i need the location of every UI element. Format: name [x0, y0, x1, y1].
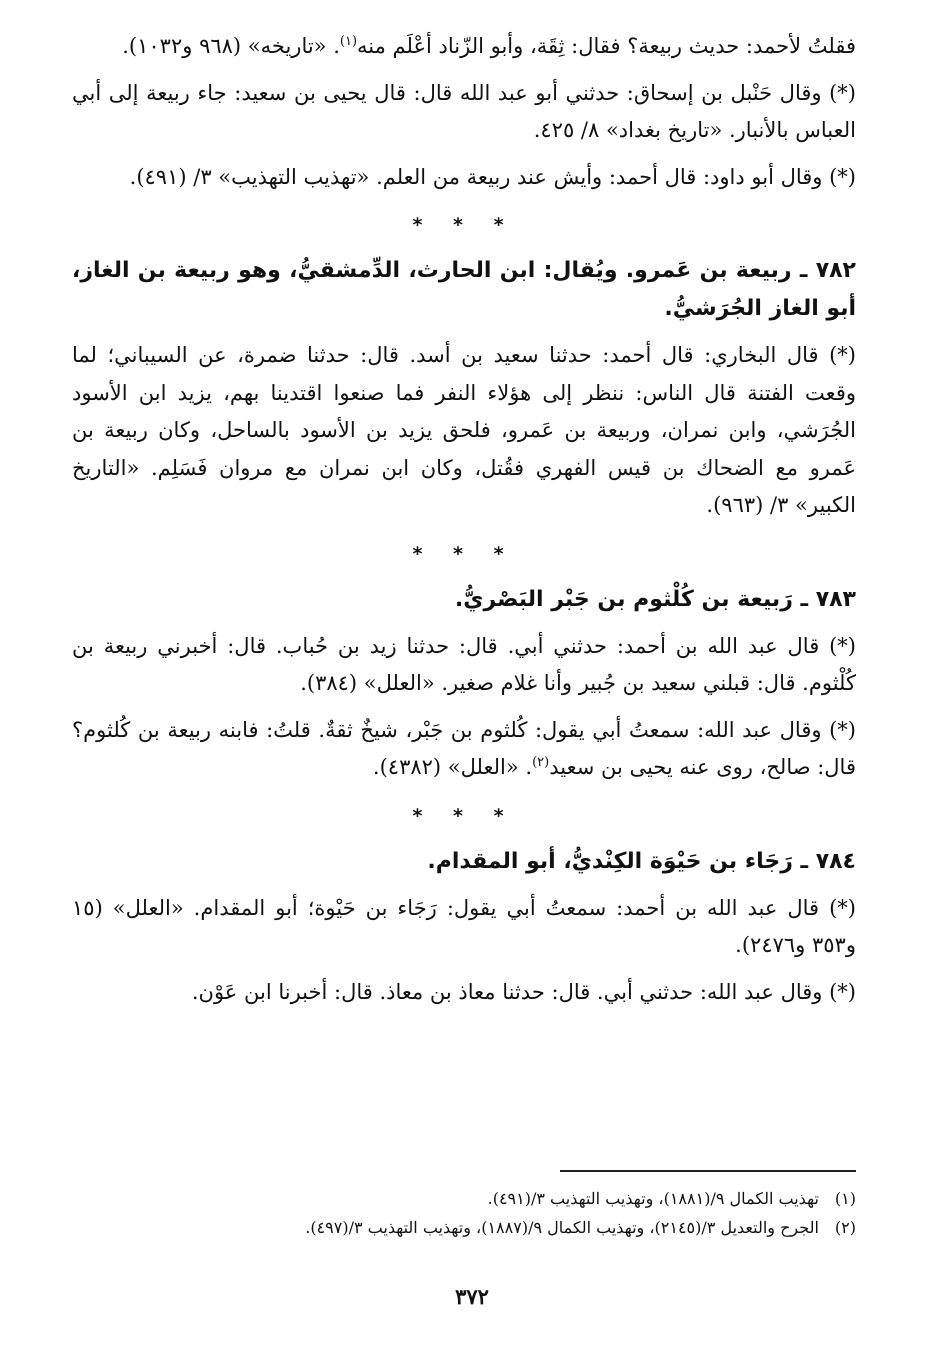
footnote-ref: (٢) [532, 755, 550, 770]
page-body [72, 28, 856, 1020]
paragraph: (*) قال البخاري: قال أحمد: حدثنا سعيد بن أسد. قال: حدثنا ضمرة، عن السيباني؛ لما وقعت الفتنة قال الناس: ننظر إلى هؤلاء النفر فما صنعوا اقتدينا بهم، يزيد ابن الأسود الجُرَشي، وابن نمران، وربيعة بن عَمرو، فلحق يزيد بن الأسود بالساحل، وكان ربيعة بن عَمرو مع الضحاك بن قيس الفهري فقُتل، وكان ابن نمران مع مروان فَسَلِم. «التاريخ الكبير» ٣/ (٩٦٣). [72, 343, 856, 517]
entry-heading: ٧٨٢ ـ ربيعة بن عَمرو. ويُقال: ابن الحارث، الدِّمشقيُّ، وهو ربيعة بن الغاز، أبو الغاز الجُرَشيُّ. [72, 258, 856, 321]
footnote-ref: (١) [339, 34, 358, 49]
paragraph-tail: . «العلل» (٤٣٨٢). [372, 755, 533, 779]
entry-heading: ٧٨٤ ـ رَجَاء بن حَيْوَة الكِنْديُّ، أبو المقدام. [427, 848, 856, 874]
section-separator: * * * [412, 542, 516, 565]
entry-heading: ٧٨٣ ـ رَبيعة بن كُلْثوم بن جَبْر البَصْريُّ. [454, 586, 856, 612]
section-separator: * * * [412, 804, 516, 827]
footnote-text: تهذيب الكمال ٩/(١٨٨١)، وتهذيب التهذيب ٣/(٤٩١). [487, 1189, 819, 1208]
paragraph: (*) قال عبد الله بن أحمد: حدثني أبي. قال: حدثنا زيد بن حُباب. قال: أخبرني ربيعة بن كُلْثوم. قال: قبلني سعيد بن جُبير وأنا غلام صغير. «العلل» (٣٨٤). [72, 633, 856, 695]
footnotes [72, 1170, 856, 1242]
paragraph: (*) قال عبد الله بن أحمد: سمعتُ أبي يقول: رَجَاء بن حَيْوة؛ أبو المقدام. «العلل» (١٥ و٣٥٣ و٢٤٧٦). [72, 895, 856, 957]
section-separator: * * * [412, 214, 516, 236]
paragraph [72, 28, 856, 66]
footnote [72, 1213, 856, 1242]
paragraph: (*) وقال حَنْبل بن إسحاق: حدثني أبو عبد الله قال: قال يحيى بن سعيد: جاء ربيعة إلى أبي العباس بالأنبار. «تاريخ بغداد» ٨/ ٤٢٥. [72, 80, 856, 142]
page-number: ٣٧٢ [455, 1284, 489, 1309]
footnote [72, 1184, 856, 1213]
paragraph: (*) وقال عبد الله: حدثني أبي. قال: حدثنا معاذ بن معاذ. قال: أخبرنا ابن عَوْن. [191, 979, 856, 1004]
footnote-number: (٢) [834, 1218, 856, 1237]
footnote-divider [560, 1170, 856, 1172]
paragraph [72, 712, 856, 787]
paragraph-tail: . «تاريخه» (٩٦٨ و١٠٣٢). [122, 34, 340, 58]
paragraph-text: (*) وقال عبد الله: سمعتُ أبي يقول: كُلثوم بن جَبْر، شيخٌ ثقةٌ. قلتُ: فابنه ربيعة بن كُلثوم؟ قال: صالح، روى عنه يحيى بن سعيد [72, 717, 856, 779]
footnote-number: (١) [834, 1189, 856, 1208]
paragraph-text: فقلتُ لأحمد: حديث ربيعة؟ فقال: ثِقَة، وأبو الزّناد أعْلَم منه [357, 34, 856, 58]
paragraph: (*) وقال أبو داود: قال أحمد: وأيش عند ربيعة من العلم. «تهذيب التهذيب» ٣/ (٤٩١). [129, 164, 856, 189]
footnote-text: الجرح والتعديل ٣/(٢١٤٥)، وتهذيب الكمال ٩/(١٨٨٧)، وتهذيب التهذيب ٣/(٤٩٧). [305, 1218, 819, 1237]
